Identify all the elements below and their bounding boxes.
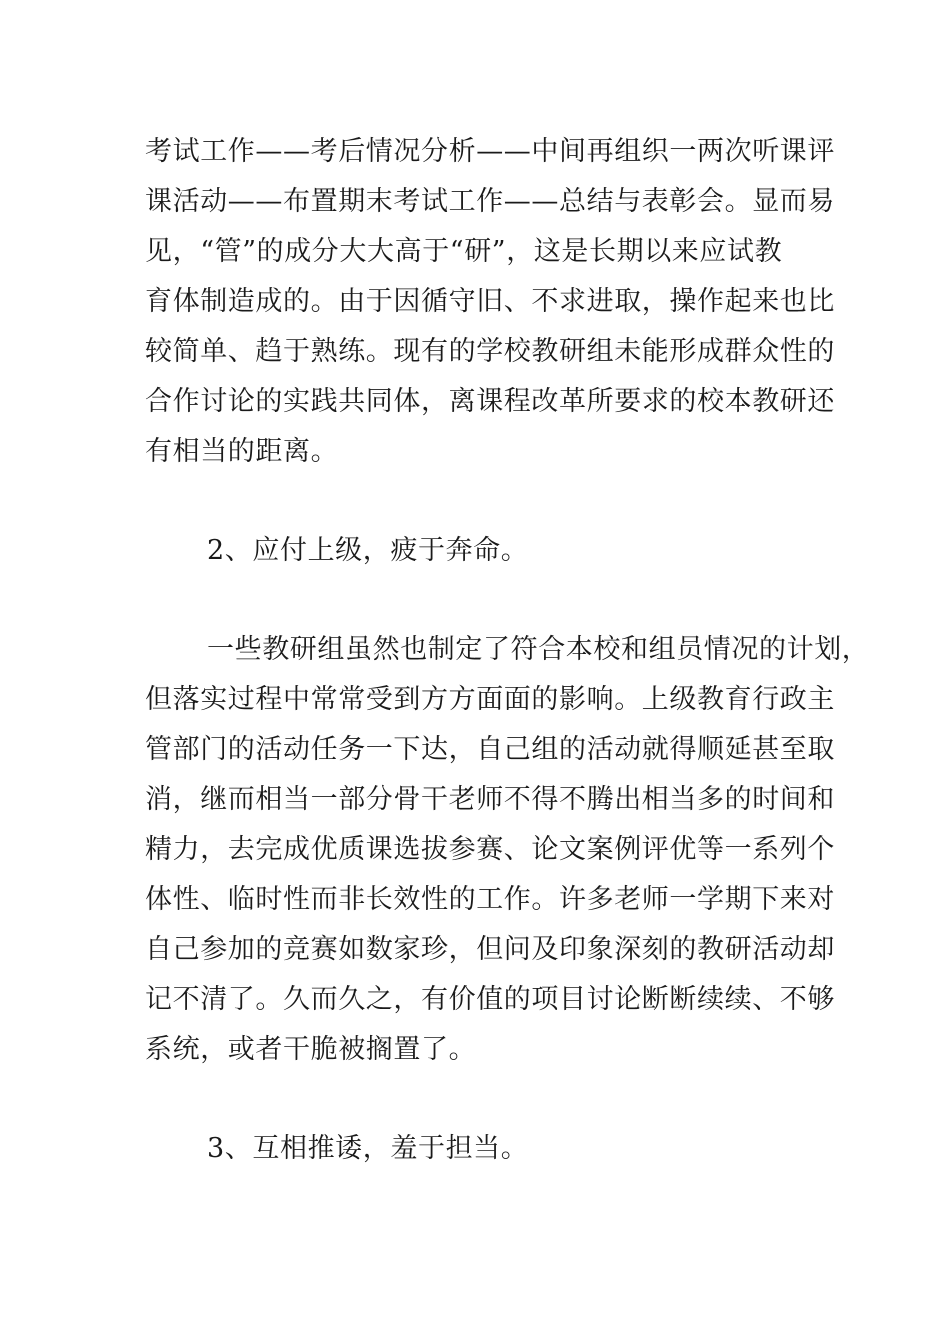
paragraph-line: 较简单、趋于熟练。现有的学校教研组未能形成群众性的 <box>145 336 835 367</box>
paragraph-line: 管部门的活动任务一下达，自己组的活动就得顺延甚至取 <box>145 734 835 765</box>
paragraph-line: 有相当的距离。 <box>145 436 339 467</box>
paragraph-line: 一些教研组虽然也制定了符合本校和组员情况的计划， <box>207 634 870 665</box>
paragraph-line: 系统，或者干脆被搁置了。 <box>145 1034 477 1065</box>
paragraph-line: 课活动——布置期末考试工作——总结与表彰会。显而易 <box>145 186 835 217</box>
paragraph-line: 消，继而相当一部分骨干老师不得不腾出相当多的时间和 <box>145 784 835 815</box>
paragraph-line: 记不清了。久而久之，有价值的项目讨论断断续续、不够 <box>145 984 835 1015</box>
paragraph-line: 见，“管”的成分大大高于“研”，这是长期以来应试教 <box>145 236 783 267</box>
section-heading-2: 2、应付上级，疲于奔命。 <box>207 535 529 566</box>
paragraph-line: 育体制造成的。由于因循守旧、不求进取，操作起来也比 <box>145 286 835 317</box>
section-heading-3: 3、互相推诿，羞于担当。 <box>207 1133 529 1164</box>
paragraph-line: 合作讨论的实践共同体，离课程改革所要求的校本教研还 <box>145 386 835 417</box>
paragraph-line: 考试工作——考后情况分析——中间再组织一两次听课评 <box>145 136 835 167</box>
paragraph-line: 自己参加的竞赛如数家珍，但问及印象深刻的教研活动却 <box>145 934 835 965</box>
paragraph-line: 体性、临时性而非长效性的工作。许多老师一学期下来对 <box>145 884 835 915</box>
paragraph-line: 精力，去完成优质课选拔参赛、论文案例评优等一系列个 <box>145 834 835 865</box>
paragraph-line: 但落实过程中常常受到方方面面的影响。上级教育行政主 <box>145 684 835 715</box>
